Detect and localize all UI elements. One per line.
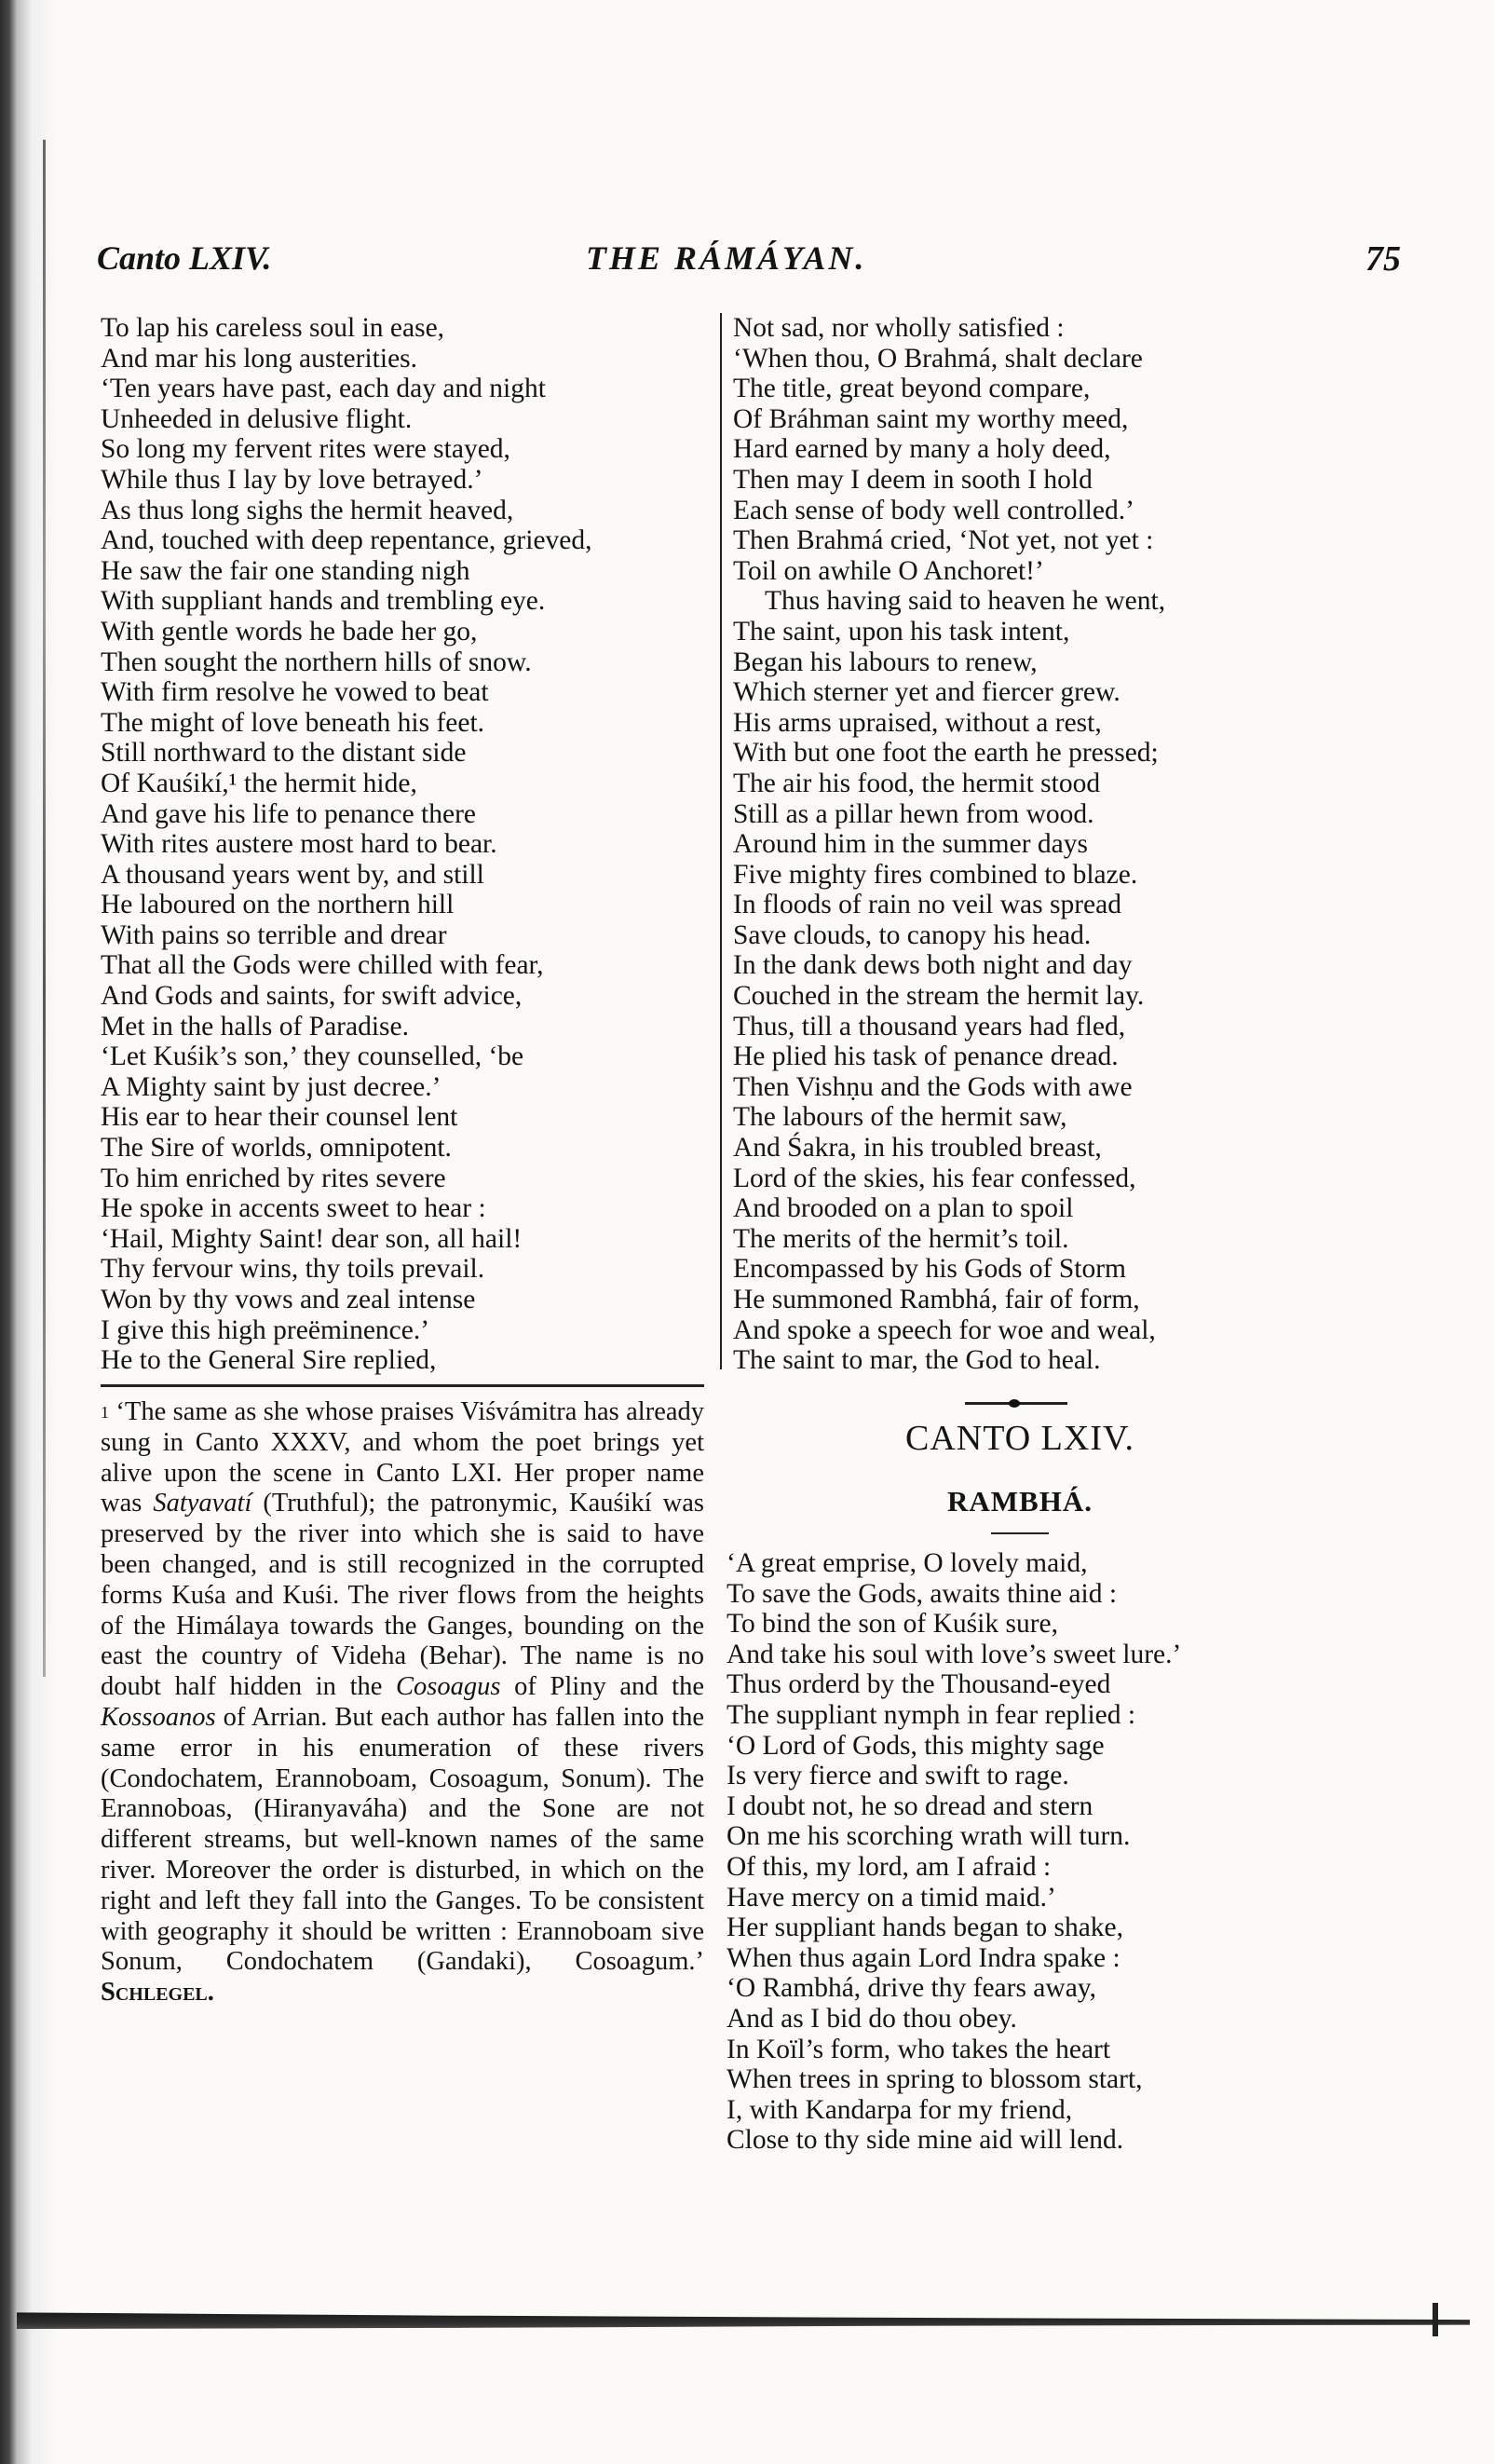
verse-line: Unheeded in delusive flight. (101, 403, 413, 434)
verse-line: Then sought the northern hills of snow. (101, 647, 532, 677)
running-head-canto: Canto LXIV. (97, 239, 272, 277)
verse-line: As thus long sighs the hermit heaved, (101, 495, 514, 525)
verse-line: The air his food, the hermit stood (733, 768, 1101, 798)
footnote-name-kossoanos: Kossoanos (101, 1702, 216, 1732)
verse-line: Of Bráhman saint my worthy meed, (733, 403, 1129, 434)
running-head-title: THE RÁMÁYAN. (586, 239, 867, 277)
verse-line: I give this high preëminence.’ (101, 1314, 430, 1345)
verse-line: With firm resolve he vowed to beat (101, 677, 489, 708)
verse-line: And take his soul with love’s sweet lure.’ (727, 1639, 1182, 1669)
verse-line: His ear to hear their counsel lent (101, 1102, 458, 1133)
verse-line: Each sense of body well controlled.’ (733, 495, 1134, 525)
verse-line: The Sire of worlds, omnipotent. (101, 1133, 452, 1164)
verse-line: Not sad, nor wholly satisfied : (733, 313, 1065, 343)
verse-line: He summoned Rambhá, fair of form, (733, 1285, 1140, 1314)
verse-line: In Koïl’s form, who takes the heart (727, 2034, 1111, 2064)
verse-line: The suppliant nymph in fear replied : (727, 1699, 1136, 1730)
verse-line: To save the Gods, awaits thine aid : (727, 1578, 1118, 1609)
footnote-text-3: of Pliny and the (500, 1672, 704, 1702)
verse-line: I, with Kandarpa for my friend, (727, 2094, 1073, 2125)
running-head (97, 238, 1401, 285)
verse-line: Around him in the summer days (733, 829, 1088, 860)
verse-line: To him enriched by rites severe (101, 1163, 446, 1193)
verse-line: And mar his long austerities. (101, 343, 418, 374)
verse-line: Won by thy vows and zeal intense (101, 1285, 476, 1314)
verse-line: Thy fervour wins, thy toils prevail. (101, 1254, 485, 1285)
verse-line: He plied his task of penance dread. (733, 1041, 1119, 1072)
verse-line: With gentle words he bade her go, (101, 616, 478, 647)
verse-line: Thus, till a thousand years had fled, (733, 1011, 1126, 1041)
verse-line: And Śakra, in his troubled breast, (733, 1133, 1102, 1164)
verse-line: The title, great beyond compare, (733, 374, 1091, 404)
verse-line: And brooded on a plan to spoil (733, 1193, 1074, 1224)
verse-line: And spoke a speech for woe and weal, (733, 1314, 1156, 1345)
canto-verse (727, 1548, 1304, 2156)
verse-line: Her suppliant hands began to shake, (727, 1913, 1124, 1943)
verse-line: He spoke in accents sweet to hear : (101, 1193, 486, 1224)
verse-line: The labours of the hermit saw, (733, 1102, 1067, 1133)
left-column-verse (101, 313, 704, 1376)
verse-line: ‘A great emprise, O lovely maid, (727, 1548, 1088, 1578)
verse-line: The might of love beneath his feet. (101, 707, 485, 738)
verse-line: Lord of the skies, his fear confessed, (733, 1163, 1136, 1193)
verse-line: His arms upraised, without a rest, (733, 707, 1102, 738)
verse-line: Close to thy side mine aid will lend. (727, 2125, 1124, 2156)
verse-line: And gave his life to penance there (101, 798, 477, 829)
verse-line: ‘O Lord of Gods, this mighty sage (727, 1730, 1105, 1761)
footnote-rule (101, 1384, 704, 1387)
verse-line: In floods of rain no veil was spread (733, 890, 1121, 920)
footnote-signature: Schlegel. (101, 1978, 214, 2008)
subheading-rule (991, 1532, 1049, 1534)
verse-line: And Gods and saints, for swift advice, (101, 981, 523, 1012)
verse-line: The saint, upon his task intent, (733, 616, 1070, 647)
verse-line: He laboured on the northern hill (101, 890, 455, 920)
verse-line: When trees in spring to blossom start, (727, 2064, 1143, 2095)
binding-gutter (0, 0, 58, 2464)
verse-line: To lap his careless soul in ease, (101, 313, 445, 343)
verse-line: The saint to mar, the God to heal. (733, 1345, 1101, 1376)
verse-line: Still northward to the distant side (101, 738, 467, 769)
verse-line: ‘Hail, Mighty Saint! dear son, all hail! (101, 1223, 523, 1254)
verse-line: The merits of the hermit’s toil. (733, 1223, 1069, 1254)
verse-line: And as I bid do thou obey. (727, 2003, 1017, 2034)
verse-line: Have mercy on a timid maid.’ (727, 1882, 1056, 1913)
verse-line: With pains so terrible and drear (101, 919, 447, 950)
footnote-name-satyavati: Satyavatí (153, 1489, 252, 1518)
verse-line: ‘O Rambhá, drive thy fears away, (727, 1973, 1097, 2004)
verse-line: Which sterner yet and fiercer grew. (733, 677, 1120, 708)
verse-line: He to the General Sire replied, (101, 1345, 437, 1376)
canto-subheading: RAMBHÁ. (947, 1485, 1093, 1518)
verse-line: Encompassed by his Gods of Storm (733, 1254, 1126, 1285)
verse-line: A thousand years went by, and still (101, 859, 484, 890)
verse-line: ‘Let Kuśik’s son,’ they counselled, ‘be (101, 1041, 524, 1072)
verse-line: A Mighty saint by just decree.’ (101, 1071, 441, 1102)
page-number: 75 (1365, 239, 1401, 279)
verse-line: Thus orderd by the Thousand-eyed (727, 1669, 1111, 1700)
verse-line: Is very fierce and swift to rage. (727, 1761, 1069, 1791)
verse-line: Then may I deem in sooth I hold (733, 464, 1093, 495)
verse-line: Still as a pillar hewn from wood. (733, 798, 1094, 829)
binding-edge (43, 140, 46, 1677)
footnote-marker: 1 (101, 1403, 109, 1422)
verse-line: When thus again Lord Indra spake : (727, 1942, 1120, 1973)
verse-line: That all the Gods were chilled with fear, (101, 950, 544, 981)
verse-line: Thus having said to heaven he went, (765, 586, 1166, 617)
verse-line: ‘Ten years have past, each day and night (101, 374, 546, 404)
verse-line: Five mighty fires combined to blaze. (733, 859, 1138, 890)
verse-line: With but one foot the earth he pressed; (733, 738, 1159, 769)
verse-line: In the dank dews both night and day (733, 950, 1133, 981)
verse-line: ‘When thou, O Brahmá, shalt declare (733, 343, 1143, 374)
verse-line: So long my fervent rites were stayed, (101, 434, 510, 465)
verse-line: Of Kauśikí,¹ the hermit hide, (101, 768, 417, 798)
verse-line: I doubt not, he so dread and stern (727, 1790, 1093, 1821)
verse-line: While thus I lay by love betrayed.’ (101, 464, 483, 495)
verse-line: Then Brahmá cried, ‘Not yet, not yet : (733, 525, 1154, 556)
page-bottom-smudge (17, 2303, 1470, 2336)
verse-line: Then Vishṇu and the Gods with awe (733, 1071, 1133, 1102)
footnote-text-1: ‘The same as she whose praises Viśvámitra has already sung in Canto XXXV, and whom the poet brings yet alive upon the scene in Canto LXI. Her proper name was (101, 1397, 705, 1518)
verse-line: Met in the halls of Paradise. (101, 1011, 409, 1041)
verse-line: Began his labours to renew, (733, 647, 1038, 677)
footnote-text-2: (Truthful); the patronymic, Kauśikí was preserved by the river into which she is said to have been changed, and is still recognized in the corrupted forms Kuśa and Kuśi. The river flows from the heights of the Himálaya towards the Ganges, bounding on the east the country of Videha (Behar). The name is no doubt half hidden in the (101, 1489, 704, 1702)
footnote-name-cosoagus: Cosoagus (396, 1672, 501, 1702)
column-divider (720, 313, 722, 1369)
verse-line: To bind the son of Kuśik sure, (727, 1609, 1059, 1640)
right-column-verse (733, 313, 1307, 1376)
canto-heading: CANTO LXIV. (904, 1419, 1135, 1458)
footnote (101, 1397, 704, 2008)
verse-line: And, touched with deep repentance, grieved, (101, 525, 592, 556)
footnote-text-4: of Arrian. But each author has fallen into the same error in his enumeration of these rivers (Condochatem, Erannoboam, Cosoagum, Sonum). The Erannoboas, (Hiranyaváha) and the Sone are not different streams, but well-known names of the same river. Moreover the order is disturbed, in which on the right and left they fall into the Ganges. To be consistent with geography it should be written : Erannoboam sive Sonum, Condochatem (Gandaki), Cosoagum.’ (101, 1702, 704, 1977)
verse-line: With suppliant hands and trembling eye. (101, 586, 546, 617)
verse-line: Hard earned by many a holy deed, (733, 434, 1111, 465)
verse-line: With rites austere most hard to bear. (101, 829, 497, 860)
verse-line: Of this, my lord, am I afraid : (727, 1851, 1052, 1882)
verse-line: Couched in the stream the hermit lay. (733, 981, 1145, 1012)
section-ornament (965, 1399, 1067, 1407)
verse-line: He saw the fair one standing nigh (101, 555, 470, 586)
verse-line: On me his scorching wrath will turn. (727, 1821, 1131, 1852)
verse-line: Save clouds, to canopy his head. (733, 919, 1092, 950)
verse-line: Toil on awhile O Anchoret!’ (733, 555, 1044, 586)
